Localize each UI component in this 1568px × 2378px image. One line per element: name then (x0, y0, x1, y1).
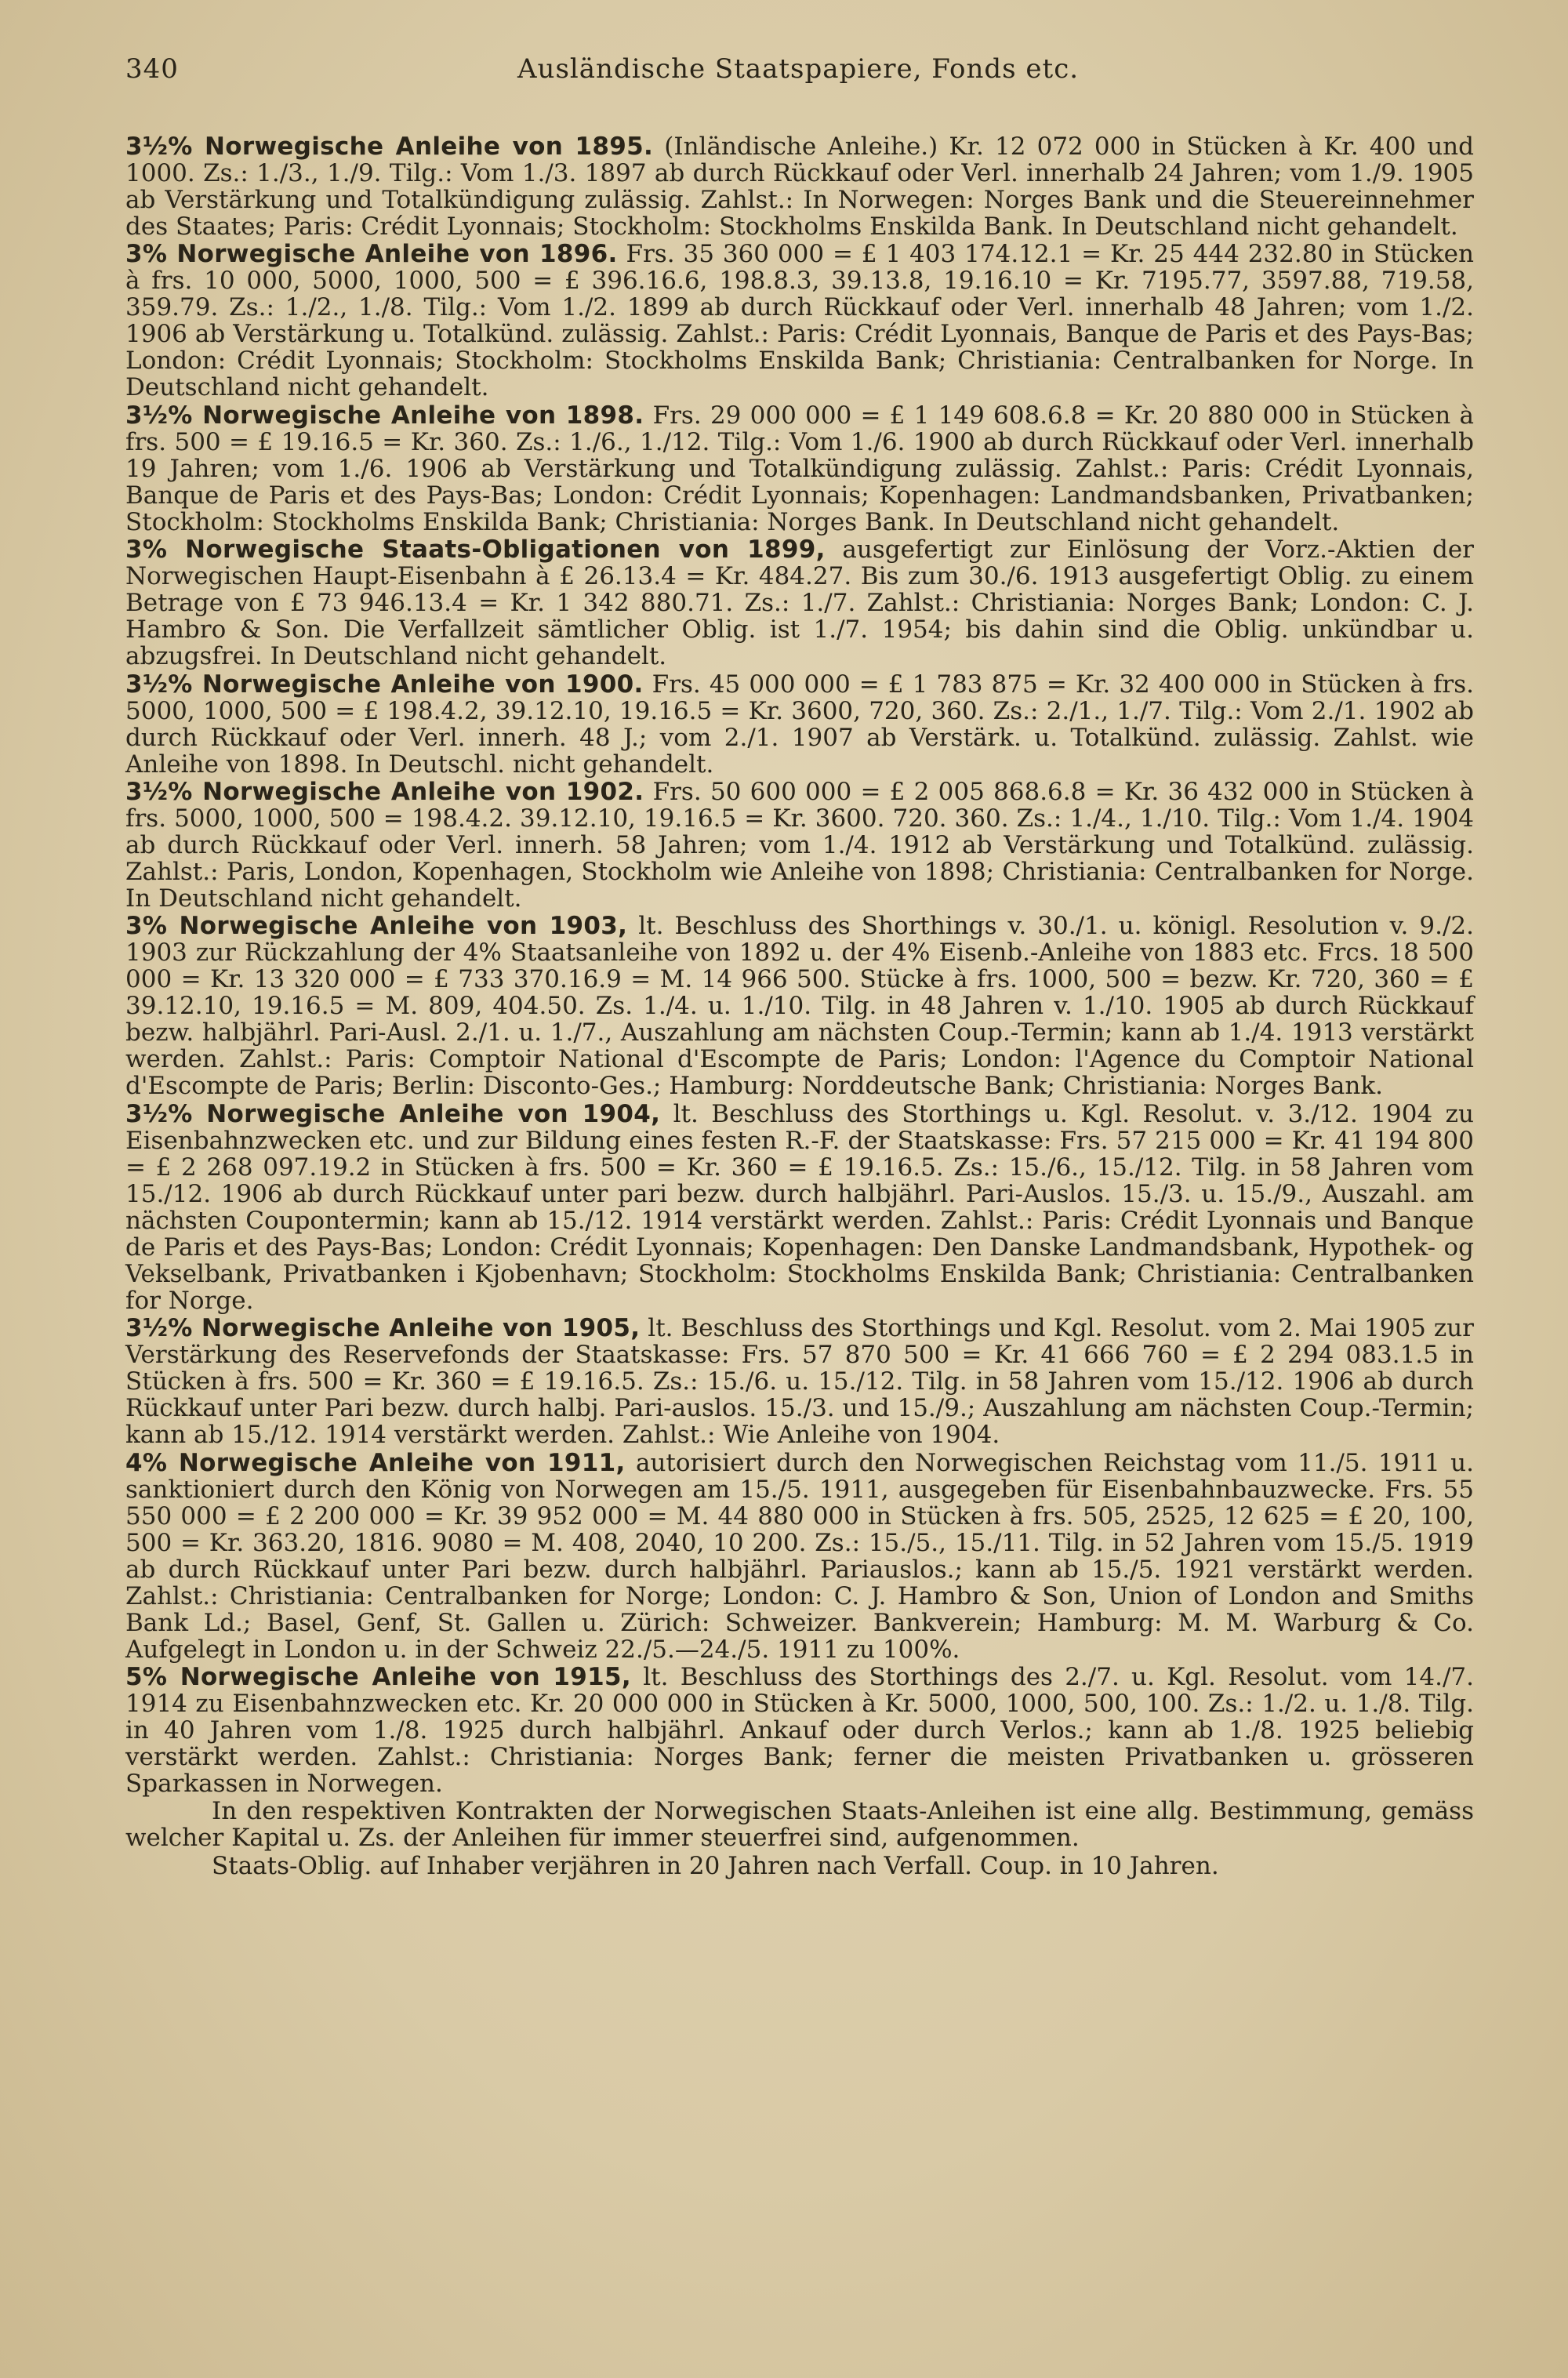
page-header (125, 49, 1490, 96)
closing-note-text: In den respektiven Kontrakten der Norwegischen Staats-Anleihen ist eine allg. Bestimmung, gemäss welcher Kapital u. Zs. der Anleihen für immer steuerfrei sind, aufgenommen. (125, 1797, 1474, 1853)
entry-1900 (125, 671, 1474, 778)
entry-1911 (125, 1450, 1474, 1663)
entry-1905 (125, 1315, 1474, 1448)
entry-text: Frs. 45 000 000 = £ 1 783 875 = Kr. 32 400 000 in Stücken à frs. 5000, 1000, 500 = £ 198.4.2, 39.12.10, 19.16.5 = Kr. 3600, 720, 360. Zs.: 2./1., 1./7. Tilg.: Vom 2./1. 1902 ab durch Rückkauf oder Verl. innerh. 48 J.; vom 2./1. 1907 ab Verstärk. u. Totalkünd. zulässig. Zahlst. wie Anleihe von 1898. In Deutschl. nicht gehandelt. (125, 670, 1474, 779)
entry-title: 3½% Norwegische Anleihe von 1902. (125, 777, 644, 806)
entry-title: 3½% Norwegische Anleihe von 1898. (125, 401, 644, 430)
entry-title: 3% Norwegische Anleihe von 1896. (125, 240, 618, 269)
running-title: Ausländische Staatspapiere, Fonds etc. (517, 53, 1080, 85)
entry-text: Frs. 35 360 000 = £ 1 403 174.12.1 = Kr. 25 444 232.80 in Stücken à frs. 10 000, 5000, 1000, 500 = £ 396.16.6, 198.8.3, 39.13.8, 19.16.10 = Kr. 7195.77, 3597.88, 719.58, 359.79. Zs.: 1./2., 1./8. Tilg.: Vom 1./2. 1899 ab durch Rückkauf oder Verl. innerhalb 48 Jahren; vom 1./2. 1906 ab Verstärkung u. Totalkünd. zulässig. Zahlst.: Paris: Crédit Lyonnais, Banque de Paris et des Pays-Bas; London: Crédit Lyonnais; Stockholm: Stockholms Enskilda Bank; Christiania: Centralbanken for Norge. In Deutschland nicht gehandelt. (125, 240, 1474, 402)
entry-text: autorisiert durch den Norwegischen Reichstag vom 11./5. 1911 u. sanktioniert durch den König von Norwegen am 15./5. 1911, ausgegeben für Eisenbahnbauzwecke. Frs. 55 550 000 = £ 2 200 000 = Kr. 39 952 000 = M. 44 880 000 in Stücken à frs. 505, 2525, 12 625 = £ 20, 100, 500 = Kr. 363.20, 1816. 9080 = M. 408, 2040, 10 200. Zs.: 15./5., 15./11. Tilg. in 52 Jahren vom 15./5. 1919 ab durch Rückkauf unter Pari bezw. durch halbjährl. Pariauslos.; kann ab 15./5. 1921 verstärkt werden. Zahlst.: Christiania: Centralbanken for Norge; London: C. J. Hambro & Son, Union of London and Smiths Bank Ld.; Basel, Genf, St. Gallen u. Zürich: Schweizer. Bankverein; Hamburg: M. M. Warburg & Co. Aufgelegt in London u. in der Schweiz 22./5.—24./5. 1911 zu 100%. (125, 1448, 1474, 1664)
entry-text: Frs. 50 600 000 = £ 2 005 868.6.8 = Kr. 36 432 000 in Stücken à frs. 5000, 1000, 500 = 198.4.2. 39.12.10, 19.16.5 = Kr. 3600. 720. 360. Zs.: 1./4., 1./10. Tilg.: Vom 1./4. 1904 ab durch Rückkauf oder Verl. innerh. 58 Jahren; vom 1./4. 1912 ab Verstärkung und Totalkünd. zulässig. Zahlst.: Paris, London, Kopenhagen, Stockholm wie Anleihe von 1898; Christiania: Centralbanken for Norge. In Deutschland nicht gehandelt. (125, 777, 1474, 913)
entry-text: Frs. 29 000 000 = £ 1 149 608.6.8 = Kr. 20 880 000 in Stücken à frs. 500 = £ 19.16.5 = Kr. 360. Zs.: 1./6., 1./12. Tilg.: Vom 1./6. 1900 ab durch Rückkauf oder Verl. innerhalb 19 Jahren; vom 1./6. 1906 ab Verstärkung und Totalkündigung zulässig. Zahlst.: Paris: Crédit Lyonnais, Banque de Paris et des Pays-Bas; London: Crédit Lyonnais; Kopenhagen: Landmandsbanken, Privatbanken; Stockholm: Stockholms Enskilda Bank; Christiania: Norges Bank. In Deutschland nicht gehandelt. (125, 401, 1474, 536)
entry-text: (Inländische Anleihe.) Kr. 12 072 000 in Stücken à Kr. 400 und 1000. Zs.: 1./3., 1./9. Tilg.: Vom 1./3. 1897 ab durch Rückkauf oder Verl. innerhalb 24 Jahren; vom 1./9. 1905 ab Verstärkung und Totalkündigung zulässig. Zahlst.: In Norwegen: Norges Bank und die Steuereinnehmer des Staates; Paris: Crédit Lyonnais; Stockholm: Stockholms Enskilda Bank. In Deutschland nicht gehandelt. (125, 133, 1474, 241)
page-body (125, 133, 1474, 1880)
entry-title: 4% Norwegische Anleihe von 1911, (125, 1448, 626, 1477)
entry-text: lt. Beschluss des Shorthings v. 30./1. u. königl. Resolution v. 9./2. 1903 zur Rückzahlung der 4% Staatsanleihe von 1892 u. der 4% Eisenb.-Anleihe von 1883 etc. Frcs. 18 500 000 = Kr. 13 320 000 = £ 733 370.16.9 = M. 14 966 500. Stücke à frs. 1000, 500 = bezw. Kr. 720, 360 = £ 39.12.10, 19.16.5 = M. 809, 404.50. Zs. 1./4. u. 1./10. Tilg. in 48 Jahren v. 1./10. 1905 ab durch Rückkauf bezw. halbjährl. Pari-Ausl. 2./1. u. 1./7., Auszahlung am nächsten Coup.-Termin; kann ab 1./4. 1913 verstärkt werden. Zahlst.: Paris: Comptoir National d'Escompte de Paris; London: l'Agence du Comptoir National d'Escompte de Paris; Berlin: Disconto-Ges.; Hamburg: Norddeutsche Bank; Christiania: Norges Bank. (125, 912, 1474, 1101)
entry-1896 (125, 241, 1474, 401)
page-number: 340 (125, 53, 179, 85)
closing-note (125, 1853, 1474, 1879)
entry-title: 3½% Norwegische Anleihe von 1905, (125, 1314, 641, 1343)
entry-title: 3% Norwegische Staats-Obligationen von 1899, (125, 536, 826, 565)
entry-1898 (125, 402, 1474, 536)
entry-1903 (125, 913, 1474, 1099)
entry-text: lt. Beschluss des Storthings u. Kgl. Resolut. v. 3./12. 1904 zu Eisenbahnzwecken etc. und zur Bildung eines festen R.-F. der Staatskasse: Frs. 57 215 000 = Kr. 41 194 800 = £ 2 268 097.19.2 in Stücken à frs. 500 = Kr. 360 = £ 19.16.5. Zs.: 15./6., 15./12. Tilg. in 58 Jahren vom 15./12. 1906 ab durch Rückkauf unter pari bezw. durch halbjährl. Pari-Auslos. 15./3. u. 15./9., Auszahl. am nächsten Coupontermin; kann ab 15./12. 1914 verstärkt werden. Zahlst.: Paris: Crédit Lyonnais und Banque de Paris et des Pays-Bas; London: Crédit Lyonnais; Kopenhagen: Den Danske Landmandsbank, Hypothek- og Vekselbank, Privatbanken i Kjobenhavn; Stockholm: Stockholms Enskilda Bank; Christiania: Centralbanken for Norge. (125, 1099, 1474, 1315)
entry-1915 (125, 1664, 1474, 1797)
entry-text: lt. Beschluss des Storthings und Kgl. Resolut. vom 2. Mai 1905 zur Verstärkung des Reservefonds der Staatskasse: Frs. 57 870 500 = Kr. 41 666 760 = £ 2 294 083.1.5 in Stücken à frs. 500 = Kr. 360 = £ 19.16.5. Zs.: 15./6. u. 15./12. Tilg. in 58 Jahren vom 15./12. 1906 ab durch Rückkauf unter Pari bezw. durch halbj. Pari-auslos. 15./3. und 15./9.; Auszahlung am nächsten Coup.-Termin; kann ab 15./12. 1914 verstärkt werden. Zahlst.: Wie Anleihe von 1904. (125, 1314, 1474, 1450)
entry-1902 (125, 779, 1474, 912)
entry-title: 3½% Norwegische Anleihe von 1895. (125, 133, 654, 161)
entry-title: 3% Norwegische Anleihe von 1903, (125, 912, 628, 941)
entry-1899 (125, 536, 1474, 670)
closing-note (125, 1798, 1474, 1851)
entry-title: 5% Norwegische Anleihe von 1915, (125, 1662, 631, 1691)
entry-text: lt. Beschluss des Storthings des 2./7. u. Kgl. Resolut. vom 14./7. 1914 zu Eisenbahnzwecken etc. Kr. 20 000 000 in Stücken à Kr. 5000, 1000, 500, 100. Zs.: 1./2. u. 1./8. Tilg. in 40 Jahren vom 1./8. 1925 durch halbjährl. Ankauf oder durch Verlos.; kann ab 1./8. 1925 beliebig verstärkt werden. Zahlst.: Christiania: Norges Bank; ferner die meisten Privatbanken u. grösseren Sparkassen in Norwegen. (125, 1662, 1474, 1798)
entry-1904 (125, 1101, 1474, 1314)
entry-1895 (125, 133, 1474, 240)
entry-text: ausgefertigt zur Einlösung der Vorz.-Aktien der Norwegischen Haupt-Eisenbahn à £ 26.13.4 = Kr. 484.27. Bis zum 30./6. 1913 ausgefertigt Oblig. zu einem Betrage von £ 73 946.13.4 = Kr. 1 342 880.71. Zs.: 1./7. Zahlst.: Christiania: Norges Bank; London: C. J. Hambro & Son. Die Verfallzeit sämtlicher Oblig. ist 1./7. 1954; bis dahin sind die Oblig. unkündbar u. abzugsfrei. In Deutschland nicht gehandelt. (125, 536, 1474, 671)
closing-note-text: Staats-Oblig. auf Inhaber verjähren in 20 Jahren nach Verfall. Coup. in 10 Jahren. (212, 1851, 1219, 1880)
entry-title: 3½% Norwegische Anleihe von 1904, (125, 1099, 661, 1128)
entry-title: 3½% Norwegische Anleihe von 1900. (125, 670, 644, 699)
